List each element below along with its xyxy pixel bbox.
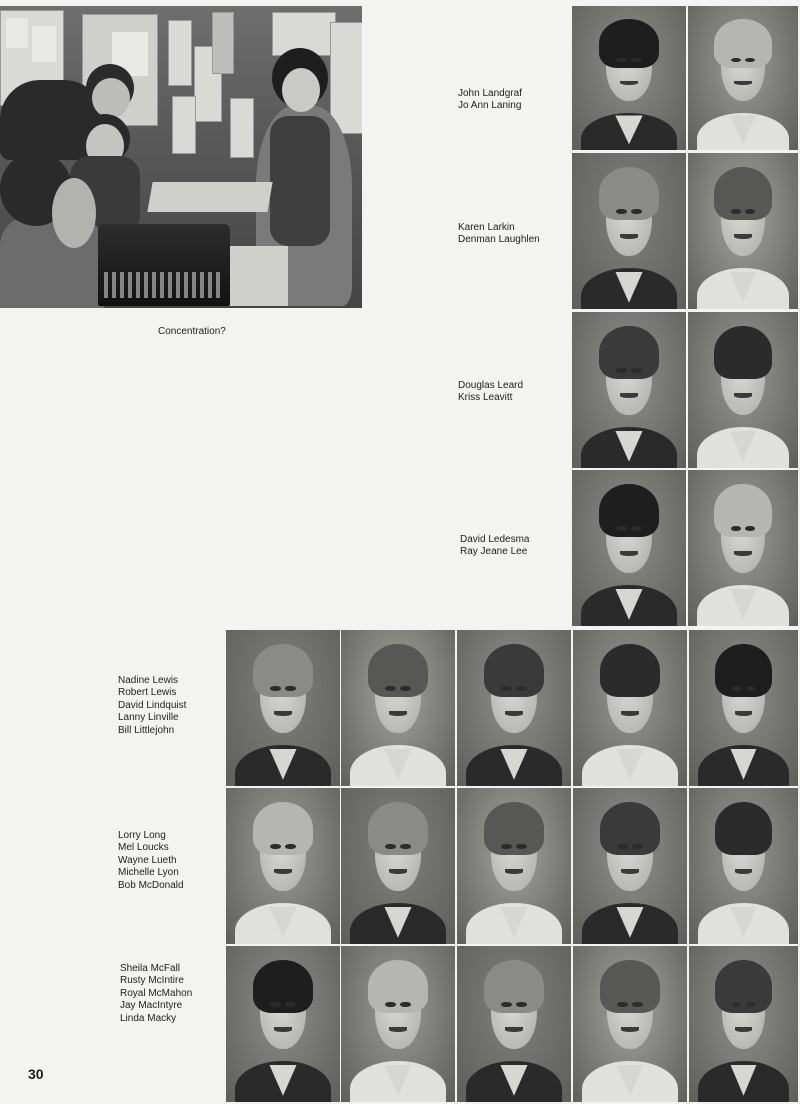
student-name: Rusty McIntire (120, 975, 184, 987)
photo-caption: Concentration? (158, 326, 226, 337)
student-portrait (573, 946, 689, 1104)
student-portrait (689, 630, 800, 788)
student-portrait (457, 946, 573, 1104)
student-portrait (573, 630, 689, 788)
student-name: Ray Jeane Lee (460, 546, 528, 558)
student-portrait (457, 788, 573, 946)
student-portrait (341, 630, 457, 788)
student-name: Lanny Linville (118, 712, 179, 724)
caption-group (118, 830, 184, 892)
student-name: Wayne Lueth (118, 854, 177, 866)
student-portrait (572, 6, 688, 152)
caption-group (458, 88, 522, 113)
student-portrait (689, 946, 800, 1104)
student-portrait (457, 630, 573, 788)
student-name: Royal McMahon (120, 987, 193, 999)
student-name: Robert Lewis (118, 687, 177, 699)
student-name: David Ledesma (460, 534, 530, 545)
student-portrait (572, 312, 688, 470)
student-name: Denman Laughlen (458, 234, 540, 246)
student-portrait (226, 788, 342, 946)
student-portrait (688, 153, 800, 311)
student-name: Jo Ann Laning (458, 100, 522, 112)
student-portrait (688, 312, 800, 470)
student-name: Douglas Leard (458, 380, 524, 391)
student-portrait (226, 946, 342, 1104)
student-name: John Landgraf (458, 88, 522, 99)
student-name: Lorry Long (118, 830, 166, 841)
student-portrait (572, 470, 688, 628)
student-portrait (341, 946, 457, 1104)
student-name: Karen Larkin (458, 222, 515, 233)
page-number: 30 (28, 1066, 44, 1082)
student-portrait (226, 630, 342, 788)
caption-group (460, 534, 529, 559)
student-name: Nadine Lewis (118, 675, 179, 686)
caption-group (458, 380, 523, 405)
student-name: Kriss Leavitt (458, 392, 513, 404)
candid-typing-class-photo (0, 6, 362, 308)
student-name: Jay MacIntyre (120, 1000, 183, 1012)
caption-group (120, 963, 192, 1025)
student-portrait (341, 788, 457, 946)
student-name: Bob McDonald (118, 879, 184, 891)
caption-group (118, 675, 186, 737)
student-portrait (688, 470, 800, 628)
student-name: Sheila McFall (120, 963, 181, 974)
student-name: Mel Loucks (118, 842, 169, 854)
student-name: Linda Macky (120, 1012, 177, 1024)
student-portrait (689, 788, 800, 946)
student-portrait (572, 153, 688, 311)
caption-group (458, 222, 540, 247)
student-name: David Lindquist (118, 699, 187, 711)
student-portrait (688, 6, 800, 152)
student-name: Michelle Lyon (118, 867, 179, 879)
student-name: Bill Littlejohn (118, 724, 175, 736)
student-portrait (573, 788, 689, 946)
